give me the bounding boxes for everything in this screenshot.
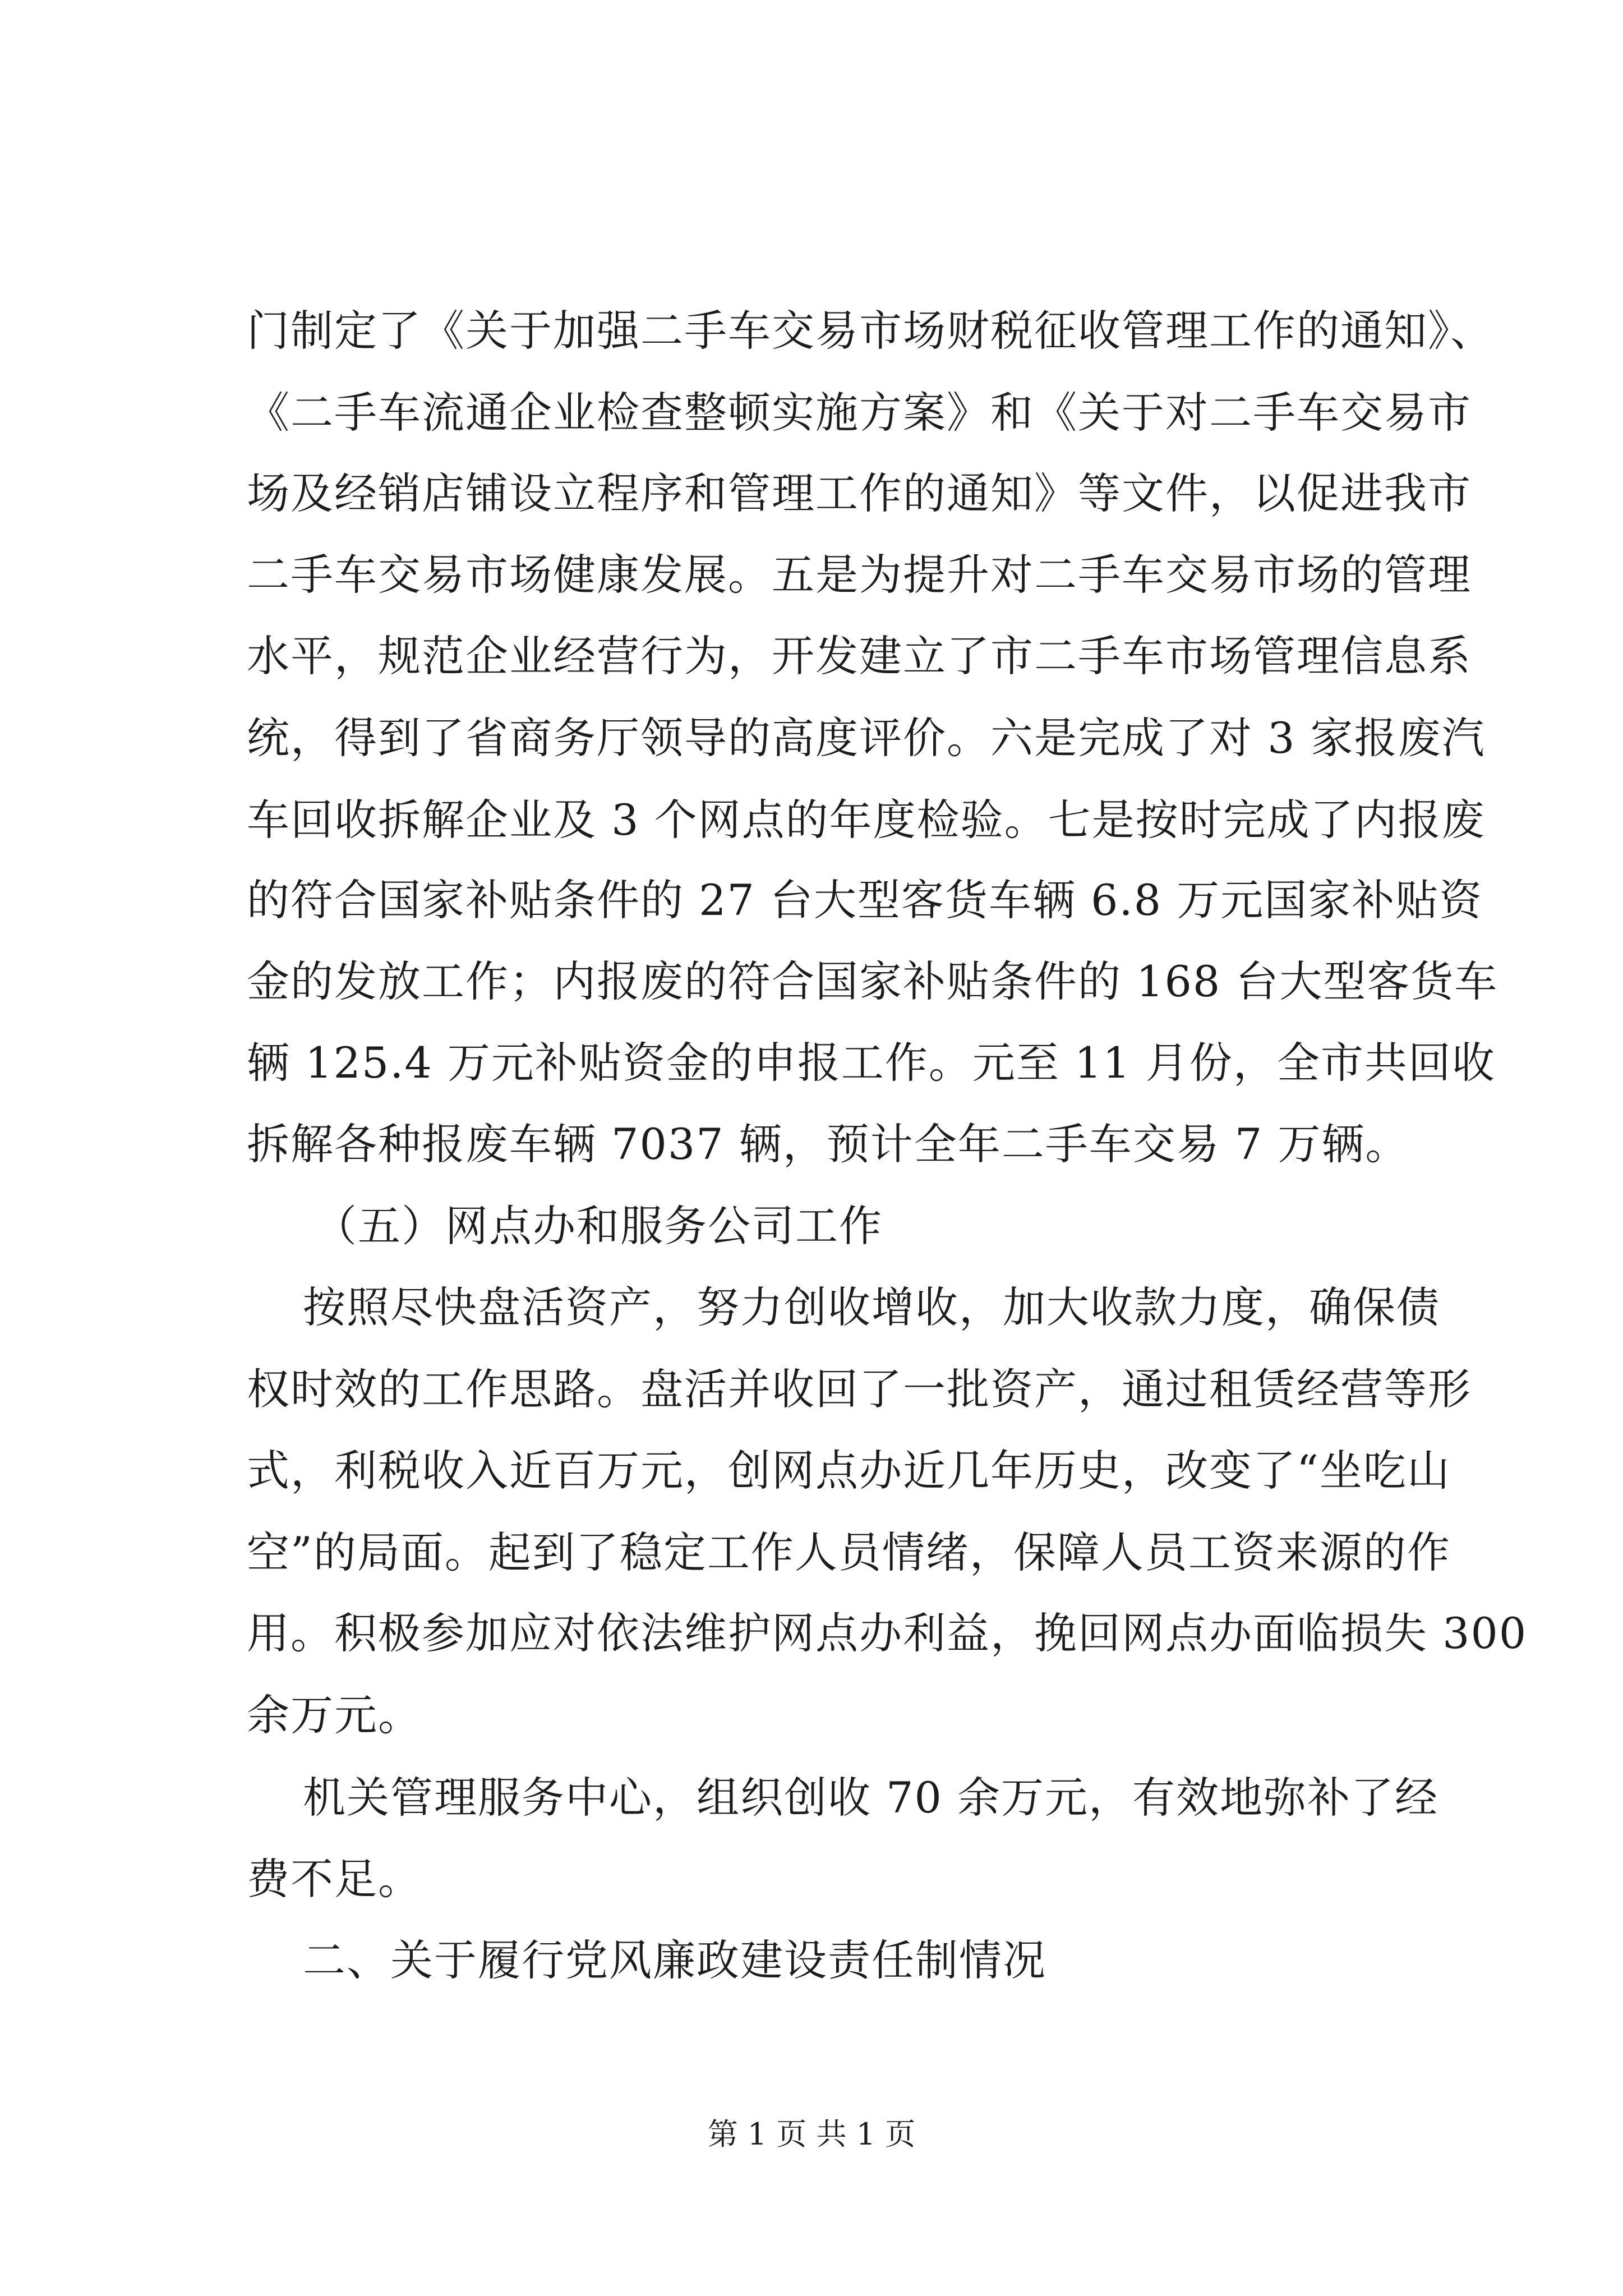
text-line: 拆解各种报废车辆 7037 辆，预计全年二手车交易 7 万辆。 — [247, 1119, 1409, 1169]
text-line: 余万元。 — [247, 1690, 422, 1740]
text-line: 二手车交易市场健康发展。五是为提升对二手车交易市场的管理 — [247, 550, 1472, 600]
text-line: 用。积极参加应对依法维护网点办利益，挽回网点办面临损失 300 — [247, 1608, 1528, 1658]
text-line: 式，利税收入近百万元，创网点办近几年历史，改变了“坐吃山 — [247, 1446, 1451, 1496]
text-line: 机关管理服务中心，组织创收 70 余万元，有效地弥补了经 — [303, 1773, 1439, 1823]
text-line: 的符合国家补贴条件的 27 台大型客货车辆 6.8 万元国家补贴资 — [247, 875, 1483, 925]
text-line: 辆 125.4 万元补贴资金的申报工作。元至 11 月份，全市共回收 — [247, 1038, 1496, 1088]
text-line: 金的发放工作；内报废的符合国家补贴条件的 168 台大型客货车 — [247, 956, 1498, 1006]
section-heading: （五）网点办和服务公司工作 — [314, 1201, 883, 1251]
text-line: 水平，规范企业经营行为，开发建立了市二手车市场管理信息系 — [247, 631, 1472, 681]
page-footer: 第 1 页 共 1 页 — [707, 2116, 916, 2152]
text-line: 《二手车流通企业检查整顿实施方案》和《关于对二手车交易市 — [247, 388, 1472, 438]
text-line: 车回收拆解企业及 3 个网点的年度检验。七是按时完成了内报废 — [247, 795, 1486, 845]
text-line: 按照尽快盘活资产，努力创收增收，加大收款力度，确保债 — [303, 1282, 1440, 1332]
text-line: 空”的局面。起到了稳定工作人员情绪，保障人员工资来源的作 — [247, 1527, 1451, 1577]
text-line: 场及经销店铺设立程序和管理工作的通知》等文件，以促进我市 — [247, 468, 1472, 518]
text-line: 权时效的工作思路。盘活并收回了一批资产，通过租赁经营等形 — [247, 1364, 1472, 1414]
section-heading: 二、关于履行党风廉政建设责任制情况 — [303, 1935, 1046, 1985]
text-line: 统，得到了省商务厅领导的高度评价。六是完成了对 3 家报废汽 — [247, 713, 1486, 763]
text-line: 费不足。 — [247, 1854, 422, 1904]
text-line: 门制定了《关于加强二手车交易市场财税征收管理工作的通知》、 — [247, 306, 1494, 356]
